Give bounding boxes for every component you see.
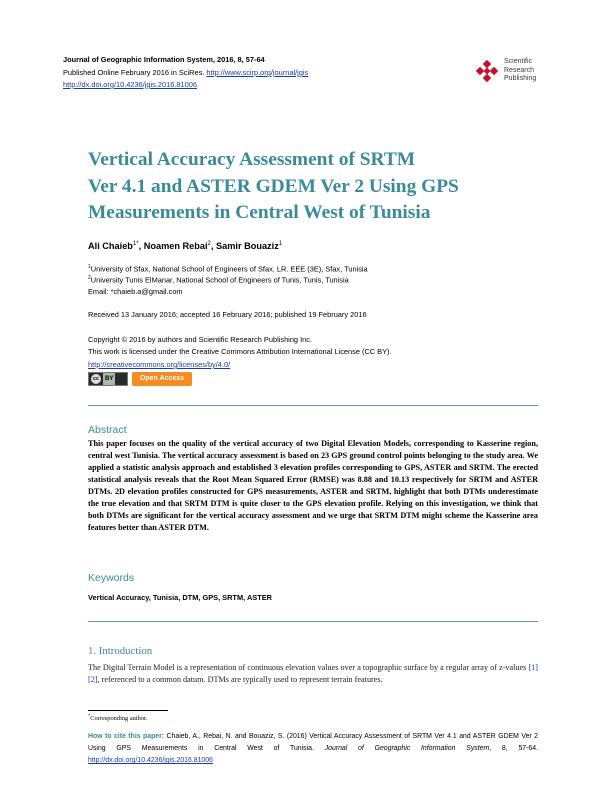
logo-line-1: Scientific: [504, 58, 533, 65]
license-url-line: [88, 360, 230, 369]
published-online: [63, 68, 308, 77]
author-3: Samir Bouaziz: [216, 241, 279, 252]
license-line: This work is licensed under the Creative Commons Attribution International License (CC BY).: [88, 347, 392, 356]
cite-label: How to cite this paper:: [88, 733, 165, 740]
title-line-1: Vertical Accuracy Assessment of SRTM: [88, 149, 416, 170]
scirp-logo-icon: [474, 60, 500, 86]
license-url-link[interactable]: http://creativecommons.org/licenses/by/4.0/: [88, 360, 231, 369]
footnote-sup: *: [88, 713, 91, 718]
keywords-text: Vertical Accuracy, Tunisia, DTM, GPS, SRTM, ASTER: [88, 593, 272, 602]
title-line-3: Measurements in Central West of Tunisia: [88, 202, 431, 224]
published-prefix: Published Online February 2016 in SciRes.: [63, 68, 207, 77]
footnote-divider: [88, 710, 168, 711]
cc-by-badge[interactable]: [88, 372, 128, 386]
cc-icon: cc: [92, 376, 100, 382]
logo-line-3: Publishing: [504, 75, 537, 83]
author-email[interactable]: Email: *chaieb.a@gmail.com: [88, 287, 183, 296]
section-divider: [88, 621, 538, 622]
abstract-heading: Abstract: [88, 424, 127, 436]
author-2-sup: 2: [207, 241, 211, 247]
intro-text-a: The Digital Terrain Model is a representation of continuous elevation values over a topographic surface by a regular array of z-values: [88, 663, 529, 672]
by-label: BY: [103, 373, 115, 385]
author-2: Noamen Rebai: [143, 241, 208, 252]
author-3-sup: 1: [278, 241, 283, 247]
affiliation-1-sup: 1: [88, 264, 91, 270]
introduction-heading: 1. Introduction: [88, 645, 153, 657]
cite-text-a: Chaieb, A., Rebai, N. and Bouaziz, S. (2016) Vertical Accuracy Assessment of SRTM Ver 4.1 and ASTER GDEM Ver 2 Using GPS Measurements in Central West of Tunisia.: [88, 733, 539, 752]
footnote: [88, 713, 147, 722]
author-1-sup: 1*: [132, 241, 139, 247]
publisher-logo: [474, 58, 544, 88]
reference-link-2[interactable]: [2]: [88, 675, 98, 685]
cite-doi-link[interactable]: http://dx.doi.org/10.4236/jgis.2016.81006: [88, 757, 213, 764]
journal-citation: Journal of Geographic Information System, 2016, 8, 57-64: [63, 55, 265, 64]
how-to-cite: [88, 731, 538, 767]
intro-text-b: , referenced to a common datum. DTMs are typically used to represent terrain features.: [97, 675, 383, 685]
copyright-line: Copyright © 2016 by authors and Scientific Research Publishing Inc.: [88, 335, 313, 344]
affiliation-2: [88, 273, 349, 285]
cite-journal: Journal of Geographic Information System: [324, 745, 490, 752]
affiliation-1-text: University of Sfax, National School of Engineers of Sfax. LR. EEE (3E), Sfax, Tunisia: [90, 264, 368, 274]
keywords-heading: Keywords: [88, 572, 135, 584]
author-list: Ali Chaieb$^{1*}$, Noamen Rebai$^2$, Samir Bouaziz$^1$: [88, 241, 283, 252]
affiliation-2-text: University Tunis ElManar, National School of Engineers of Tunis, Tunis, Tunisia: [90, 275, 349, 285]
footnote-text: Corresponding author.: [90, 715, 148, 723]
received-dates: Received 13 January 2016; accepted 16 February 2016; published 19 February 2016: [88, 310, 367, 319]
doi-link[interactable]: http://dx.doi.org/10.4236/jgis.2016.81006: [63, 80, 197, 89]
introduction-text: [88, 662, 538, 686]
title-line-2: Ver 4.1 and ASTER GDEM Ver 2 Using GPS: [88, 175, 459, 197]
affiliation-2-sup: 2: [88, 275, 91, 281]
cite-text-b: , 8, 57-64.: [489, 745, 539, 752]
paper-title: [88, 147, 538, 227]
abstract-text: This paper focuses on the quality of the vertical accuracy of two Digital Elevation Models, corresponding to Kasserine region, central west Tunisia. The vertical accuracy assessment is based on 23 GPS ground control points belonging to the study area. We applied a statistic analysis approach and established 3 elevation profiles corresponding to GPS, ASTER and SRTM. The erected statistical analysis reveals that the Root Mean Squared Error (RMSE) was 8.88 and 10.13 respectively for SRTM and ASTER DTMs. 2D elevation profiles constructed for GPS measurements, ASTER and SRTM, highlight that both DTMs underestimate the true elevation and that SRTM DTM is quite closer to the GPS elevation profile. Relying on this investigation, we think that both DTMs are significant for the vertical accuracy assessment and we urge that SRTM DTM might scheme the Kasserine area features better than ASTER DTM.: [88, 439, 538, 533]
journal-url-link[interactable]: http://www.scirp.org/journal/jgis: [206, 68, 309, 77]
open-access-badge[interactable]: Open Access: [132, 372, 192, 386]
logo-line-2: Research: [504, 66, 534, 74]
logo-text: [504, 58, 536, 84]
section-divider: [88, 405, 538, 406]
doi-line: [63, 80, 197, 89]
reference-link-1[interactable]: [1]: [528, 663, 538, 672]
author-1: Ali Chaieb: [88, 241, 133, 252]
